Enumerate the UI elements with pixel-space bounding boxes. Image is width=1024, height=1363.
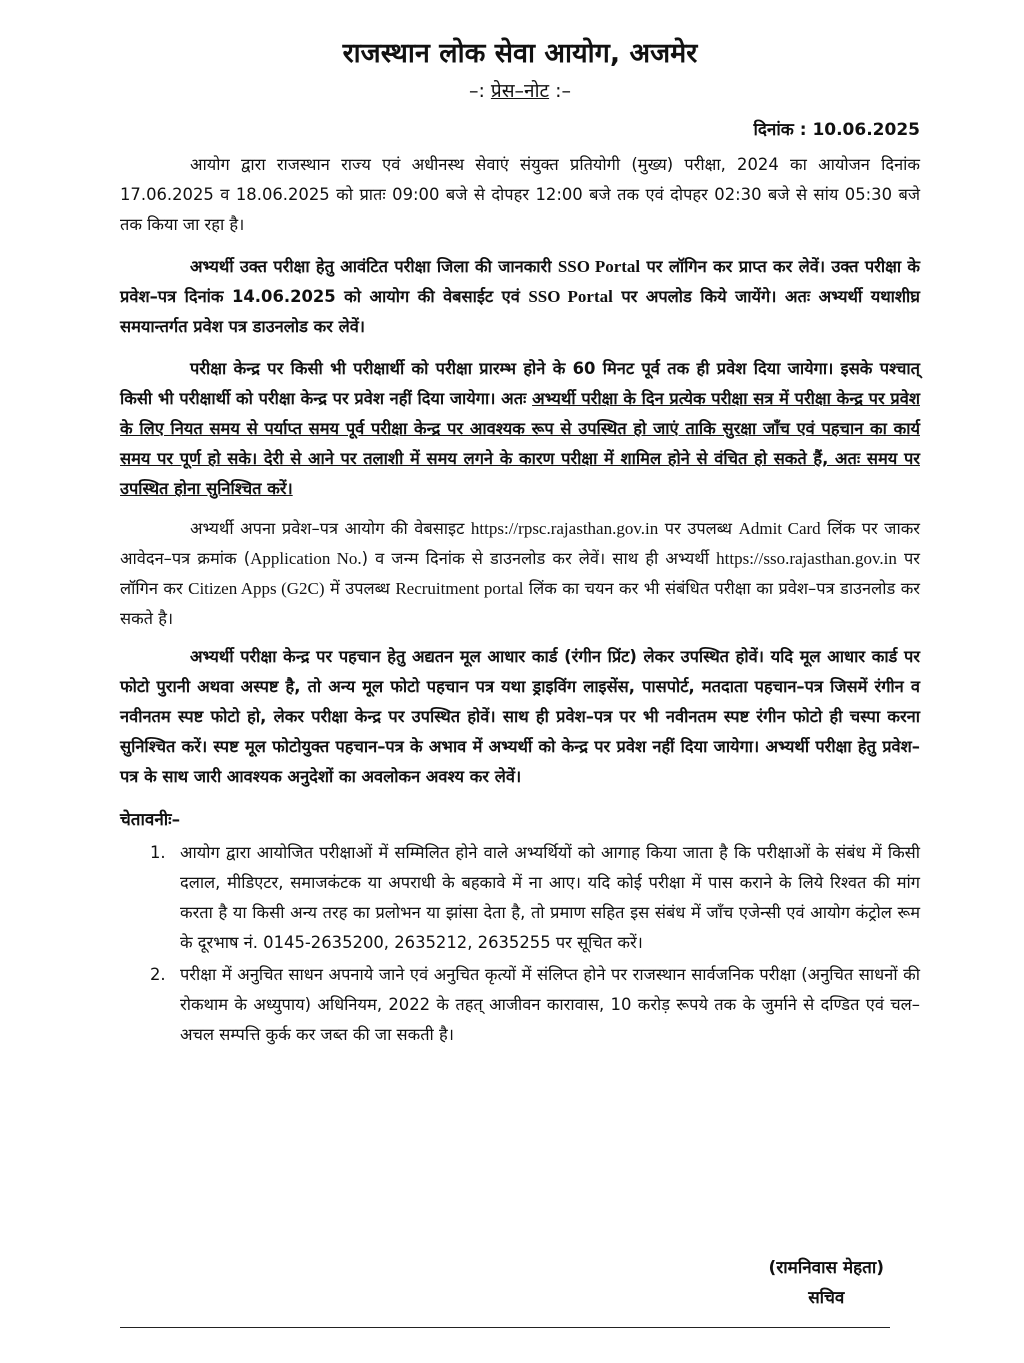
warning-item <box>120 838 920 958</box>
date-line: दिनांक : 10.06.2025 <box>753 120 920 140</box>
p2-text-c: पर लॉगिन कर प्राप्त कर लेवें। उक्त परीक्षा के प्रवेश–पत्र दिनांक 14.06.2025 को आयोग की वेबसाईट एवं <box>120 257 920 306</box>
signatory-name: (रामनिवास मेहता) <box>768 1258 884 1278</box>
warning-item-number: 1. <box>150 843 166 862</box>
p4-text-c: पर उपलब्ध <box>658 519 739 538</box>
paragraph-identity-proof: अभ्यर्थी परीक्षा केन्द्र पर पहचान हेतु अद्यतन मूल आधार कार्ड (रंगीन प्रिंट) लेकर उपस्थित होवें। यदि मूल आधार कार्ड पर फोटो पुरानी अथवा अस्पष्ट है, तो अन्य मूल फोटो पहचान पत्र यथा ड्राइविंग लाइसेंस, पासपोर्ट, मतदाता पहचान–पत्र जिसमें रंगीन व नवीनतम स्पष्ट फोटो हो, लेकर परीक्षा केन्द्र पर उपस्थित होवें। साथ ही प्रवेश–पत्र पर भी नवीनतम स्पष्ट रंगीन फोटो ही चस्पा करना सुनिश्चित करें। स्पष्ट मूल फोटोयुक्त पहचान–पत्र के अभाव में अभ्यर्थी को केन्द्र पर प्रवेश नहीं दिया जायेगा। अभ्यर्थी परीक्षा हेतु प्रवेश–पत्र के साथ जारी आवश्यक अनुदेशों का अवलोकन अवश्य कर लेवें। <box>120 647 920 786</box>
application-no-text: Application No. <box>250 549 362 568</box>
sso-website-link[interactable]: https://sso.rajasthan.gov.in <box>716 549 897 568</box>
signature-block <box>769 1253 884 1313</box>
recruitment-portal-text: Recruitment portal <box>395 579 524 598</box>
p4-text-i: पर लॉगिन कर <box>120 549 921 598</box>
press-note-suffix: :– <box>549 80 572 102</box>
p4-text-k: में उपलब्ध <box>324 579 396 598</box>
p2-text-e: पर अपलोड किये जायेंगे। अतः अभ्यर्थी यथाशीघ्र समयान्तर्गत प्रवेश पत्र डाउनलोड कर लेवें। <box>120 287 920 336</box>
paragraph-admit-card <box>120 514 920 634</box>
warning-heading: चेतावनीः– <box>120 810 181 830</box>
p2-text-a: अभ्यर्थी उक्त परीक्षा हेतु आवंटित परीक्षा जिला की जानकारी <box>190 257 558 276</box>
press-note-prefix: –: <box>468 80 491 102</box>
sso-portal-text: SSO Portal <box>528 287 613 306</box>
paragraph-entry-time <box>120 354 920 504</box>
p4-text-e: लिंक पर जाकर आवेदन–पत्र क्रमांक ( <box>120 519 920 568</box>
warning-item-text: आयोग द्वारा आयोजित परीक्षाओं में सम्मिलित होने वाले अभ्यर्थियों को आगाह किया जाता है कि परीक्षाओं के संबंध में किसी दलाल, मीडिएटर, समाजकंटक या अपराधी के बहकावे में ना आए। यदि कोई परीक्षा में पास कराने के लिये रिश्वत की मांग करता है या किसी अन्य तरह का प्रलोभन या झांसा देता है, तो प्रमाण सहित इस संबंध में जाँच एजेन्सी एवं आयोग कंट्रोल रूम के दूरभाष नं. 0145-2635200, 2635212, 2635255 पर सूचित करें। <box>180 843 920 952</box>
signatory-designation: सचिव <box>808 1288 845 1308</box>
press-note-heading <box>120 78 920 104</box>
footer-divider <box>120 1327 890 1328</box>
rpsc-website-link[interactable]: https://rpsc.rajasthan.gov.in <box>470 519 659 538</box>
p3-text: परीक्षा केन्द्र पर किसी भी परीक्षार्थी को परीक्षा प्रारम्भ होने के 60 मिनट पूर्व तक ही प्रवेश दिया जायेगा। इसके पश्चात् किसी भी परीक्षार्थी को परीक्षा केन्द्र पर प्रवेश नहीं दिया जायेगा। अतः <box>120 359 920 408</box>
p3-underlined-text: अभ्यर्थी परीक्षा के दिन प्रत्येक परीक्षा सत्र में परीक्षा केन्द्र पर प्रवेश के लिए नियत समय से पर्याप्त समय पूर्व परीक्षा केन्द्र पर आवश्यक रूप से उपस्थित हो जाएं ताकि सुरक्षा जाँच एवं पहचान का कार्य समय पर पूर्ण हो सके। देरी से आने पर तलाशी में समय लगने के कारण परीक्षा में शामिल होने से वंचित हो सकते हैं, अतः समय पर उपस्थित होना सुनिश्चित करें। <box>120 389 920 498</box>
p4-text-g: ) व जन्म दिनांक से डाउनलोड कर लेवें। साथ ही अभ्यर्थी <box>361 549 717 568</box>
p4-text-m: लिंक का चयन कर भी संबंधित परीक्षा का प्रवेश–पत्र डाउनलोड कर सकते है। <box>120 579 920 628</box>
sso-portal-text: SSO Portal <box>557 257 641 276</box>
commission-title: राजस्थान लोक सेवा आयोग, अजमेर <box>342 38 698 69</box>
paragraph-district-info <box>120 252 920 342</box>
press-note-label: प्रेस–नोट <box>490 80 550 102</box>
warning-item <box>120 960 920 1050</box>
warning-item-text: परीक्षा में अनुचित साधन अपनाये जाने एवं अनुचित कृत्यों में संलिप्त होने पर राजस्थान सार्वजनिक परीक्षा (अनुचित साधनों की रोकथाम के अध्युपाय) अधिनियम, 2022 के तहत् आजीवन कारावास, 10 करोड़ रूपये तक के जुर्माने से दण्डित एवं चल–अचल सम्पत्ति कुर्क कर जब्त की जा सकती है। <box>180 965 920 1044</box>
warning-list <box>120 838 920 1050</box>
citizen-apps-text: Citizen Apps (G2C) <box>188 579 325 598</box>
p4-text-a: अभ्यर्थी अपना प्रवेश–पत्र आयोग की वेबसाइट <box>190 519 471 538</box>
warning-item-number: 2. <box>150 965 166 984</box>
paragraph-exam-schedule: आयोग द्वारा राजस्थान राज्य एवं अधीनस्थ सेवाएं संयुक्त प्रतियोगी (मुख्य) परीक्षा, 2024 का आयोजन दिनांक 17.06.2025 व 18.06.2025 को प्रातः 09:00 बजे से दोपहर 12:00 बजे तक एवं दोपहर 02:30 बजे से सांय 05:30 बजे तक किया जा रहा है। <box>120 155 920 234</box>
admit-card-text: Admit Card <box>738 519 821 538</box>
